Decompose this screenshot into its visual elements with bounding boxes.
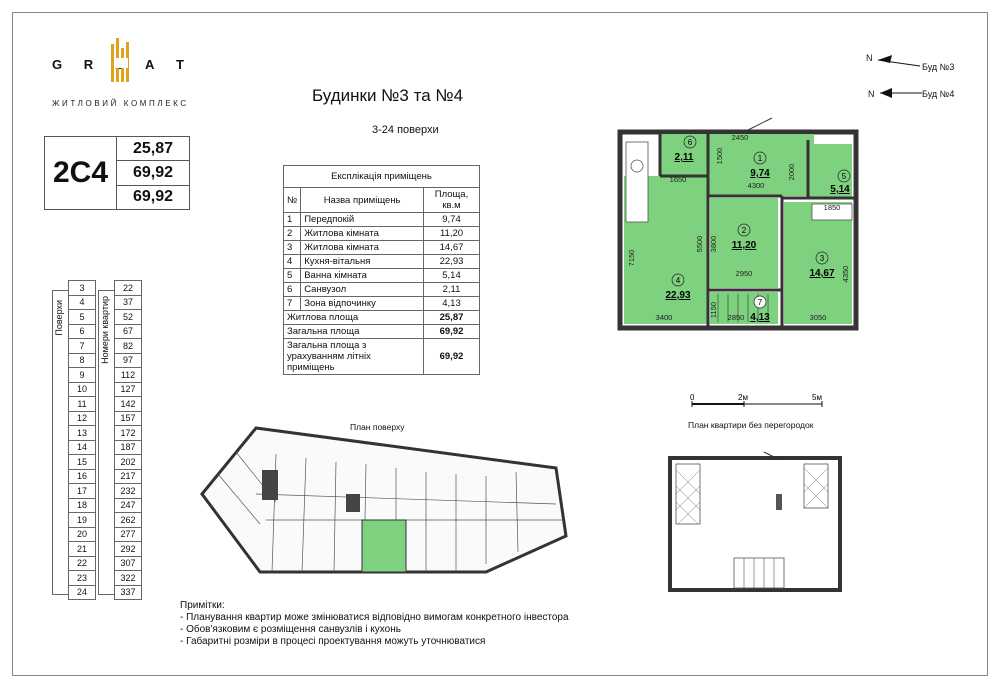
apartment-number-cell: 187 [115,440,142,455]
dimension-label: 1150 [709,301,718,319]
room-label-area: 9,74 [750,168,770,179]
table-row [284,213,480,227]
apartment-number-cell: 337 [115,585,142,600]
note-item: - Габаритні розміри в процесі проектування можуть уточнюватися [180,636,486,647]
row-name: Санвузол [301,283,424,297]
apartment-number-cell: 142 [115,397,142,412]
room-label-area: 4,13 [750,312,770,323]
dimension-label: 1650 [669,175,687,184]
apartment-number-cell: 292 [115,542,142,557]
table-row [284,269,480,283]
table-row [284,297,480,311]
living-area-value: 25,87 [117,137,189,161]
floor-plan [196,424,578,586]
apartment-code-box [44,136,190,210]
row-name: Житлова кімната [301,227,424,241]
room-label-area: 22,93 [665,290,691,301]
apartment-number-cell: 307 [115,556,142,571]
room-label-num: 2 [741,226,747,235]
dimension-label: 3050 [809,313,827,322]
apartment-number-cell: 262 [115,513,142,528]
dimension-label: 1850 [823,203,841,212]
highlighted-apartment [362,520,406,572]
rooms-table [283,165,480,375]
row-num: 2 [284,227,301,241]
row-num: 1 [284,213,301,227]
floor-cell: 16 [69,469,96,484]
scale-label: 0 [690,393,695,402]
floor-cell: 5 [69,310,96,325]
dimension-label: 7150 [627,249,636,267]
compass-building-4 [868,89,875,99]
room-label-num: 3 [819,254,825,263]
room-label-num: 6 [687,138,693,147]
row-name: Ванна кімната [301,269,424,283]
row-area: 4,13 [424,297,480,311]
apartment-number-cell: 52 [115,310,142,325]
apartment-number-cell: 157 [115,411,142,426]
apartment-number-cell: 127 [115,382,142,397]
row-num: 4 [284,255,301,269]
page-title: Будинки №3 та №4 [312,86,464,105]
apartments-table [114,280,142,600]
floor-cell: 10 [69,382,96,397]
floor-cell: 12 [69,411,96,426]
open-plan [664,446,846,594]
row-name: Кухня-вітальня [301,255,424,269]
page-subtitle: 3-24 поверхи [372,124,439,136]
dimension-label: 4350 [841,265,850,283]
total-area: 69,92 [424,325,480,339]
total-name: Загальна площа з урахуванням літніх приміщень [284,339,424,375]
row-num: 5 [284,269,301,283]
apartment-number-cell: 37 [115,295,142,310]
floor-cell: 18 [69,498,96,513]
open-plan-title: План квартири без перегородок [688,420,814,430]
dimension-label: 5500 [695,235,704,253]
north-label: N [866,53,873,63]
apartment-number-cell: 97 [115,353,142,368]
room-label-num: 1 [757,154,763,163]
compass-building-3-label: Буд №3 [922,62,955,72]
room-label-area: 2,11 [674,152,694,163]
compass-building-3 [866,53,873,63]
total-row [284,311,480,325]
apartment-number-cell: 277 [115,527,142,542]
total-area: 25,87 [424,311,480,325]
floor-cell: 7 [69,339,96,354]
dimension-label: 2850 [727,313,745,322]
room-label-area: 5,14 [830,184,850,195]
dimension-label: 3400 [655,313,673,322]
dimension-label: 2950 [735,269,753,278]
logo-bars-icon [110,38,132,86]
apartment-number-cell: 217 [115,469,142,484]
dimension-label: 3800 [709,235,718,253]
dimension-label: 2450 [731,133,749,142]
room-label-num: 4 [675,276,681,285]
apartment-plan [612,110,867,346]
floor-cell: 14 [69,440,96,455]
floor-cell: 21 [69,542,96,557]
room-label-num: 7 [757,298,763,307]
apartment-number-cell: 67 [115,324,142,339]
scale-label: 2м [738,393,748,402]
floor-plan-title: План поверху [350,422,405,432]
apartment-number-cell: 202 [115,455,142,470]
floor-cell: 22 [69,556,96,571]
total-row [284,339,480,375]
room-label-area: 11,20 [731,240,757,251]
floor-cell: 9 [69,368,96,383]
floor-cell: 23 [69,571,96,586]
notes-title: Примітки: [180,600,225,611]
dimension-label: 4300 [747,181,765,190]
row-area: 14,67 [424,241,480,255]
col-name: Назва приміщень [301,188,424,213]
floor-cell: 8 [69,353,96,368]
row-area: 5,14 [424,269,480,283]
table-row [284,283,480,297]
note-item: - Обов'язковим є розміщення санвузлів і кухонь [180,624,401,635]
floor-cell: 6 [69,324,96,339]
apartment-number-cell: 322 [115,571,142,586]
row-name: Передпокій [301,213,424,227]
logo-subtitle: ЖИТЛОВИЙ КОМПЛЕКС [52,99,189,108]
row-name: Зона відпочинку [301,297,424,311]
table-row [284,227,480,241]
row-num: 3 [284,241,301,255]
row-num: 7 [284,297,301,311]
row-area: 22,93 [424,255,480,269]
table-row [284,255,480,269]
floor-cell: 11 [69,397,96,412]
row-area: 11,20 [424,227,480,241]
total-name: Житлова площа [284,311,424,325]
floor-cell: 17 [69,484,96,499]
apartment-code: 2С4 [45,137,117,209]
col-num: № [284,188,301,213]
north-label: N [868,89,875,99]
apartment-number-cell: 22 [115,281,142,296]
total-name: Загальна площа [284,325,424,339]
rooms-table-caption: Експлікація приміщень [284,166,480,188]
apts-label: Номери квартир [100,296,110,364]
total-area: 69,92 [424,339,480,375]
note-item: - Планування квартир може змінюватися відповідно вимогам конкретного інвестора [180,612,569,623]
north-arrow-icon [878,86,924,100]
apartment-number-cell: 82 [115,339,142,354]
room-label-num: 5 [841,172,847,181]
floor-cell: 4 [69,295,96,310]
floor-cell: 13 [69,426,96,441]
logo-letter: G [52,57,63,72]
floors-bracket [52,290,68,595]
north-arrow-icon [876,54,922,70]
floors-label: Поверхи [54,300,64,336]
scale-label: 5м [812,393,822,402]
floors-table [68,280,96,600]
floor-cell: 24 [69,585,96,600]
floor-cell: 3 [69,281,96,296]
table-row [284,241,480,255]
apartment-number-cell: 172 [115,426,142,441]
logo-letter: T [176,57,184,72]
dimension-label: 2000 [787,163,796,181]
floor-cell: 15 [69,455,96,470]
scale-bar [688,392,828,410]
apartment-number-cell: 232 [115,484,142,499]
row-area: 2,11 [424,283,480,297]
total-area-summer-value: 69,92 [132,188,174,206]
compass-building-4-label: Буд №4 [922,89,955,99]
total-area-value: 69,92 [117,161,189,185]
row-name: Житлова кімната [301,241,424,255]
room-label-area: 14,67 [809,268,835,279]
floor-cell: 20 [69,527,96,542]
col-area: Площа, кв.м [424,188,480,213]
notes [180,600,569,648]
row-num: 6 [284,283,301,297]
total-row [284,325,480,339]
dimension-label: 1500 [715,147,724,165]
logo-letter: A [145,57,155,72]
row-area: 9,74 [424,213,480,227]
floor-cell: 19 [69,513,96,528]
apartment-number-cell: 247 [115,498,142,513]
logo-letter: R [83,57,94,72]
apartment-number-cell: 112 [115,368,142,383]
